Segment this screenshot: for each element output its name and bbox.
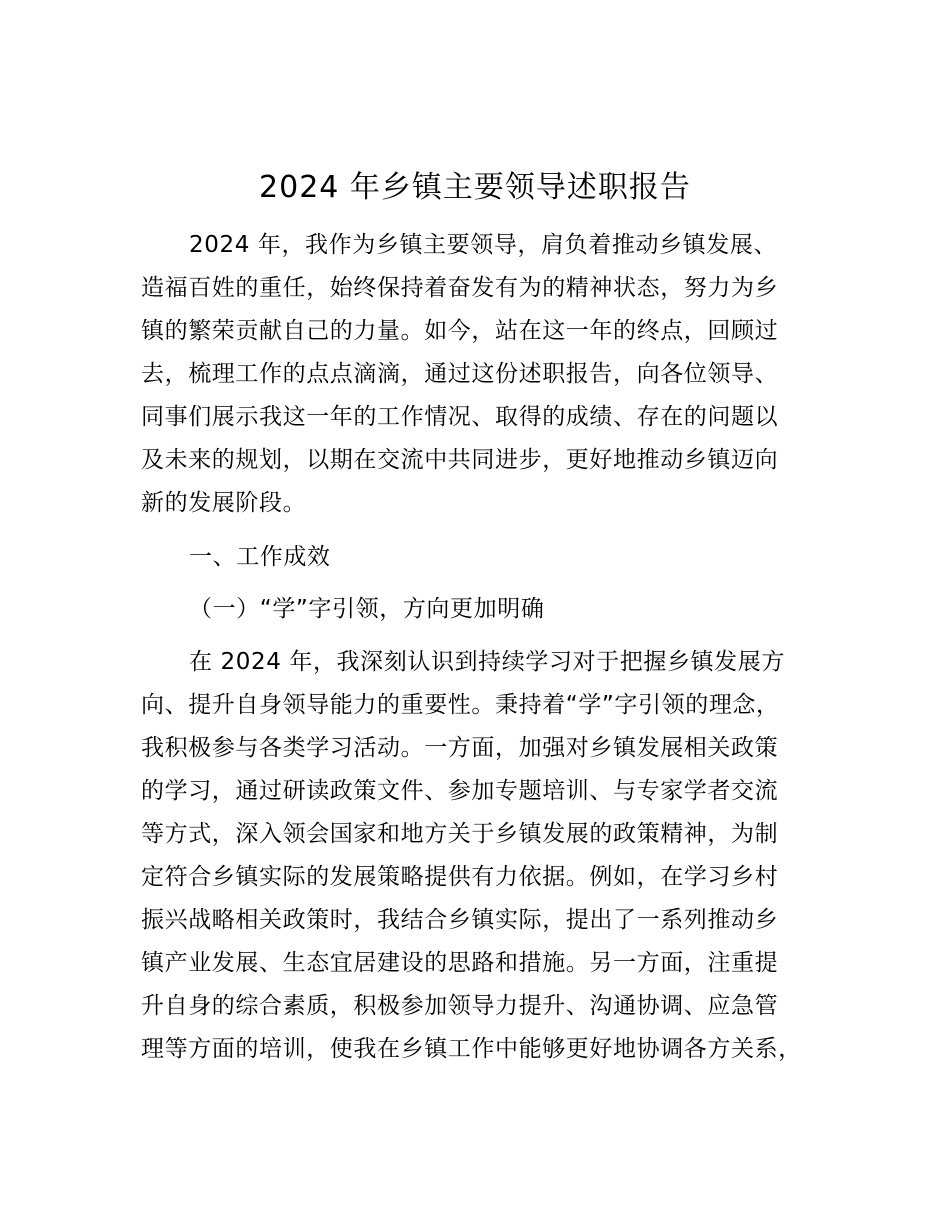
text-line: 振兴战略相关政策时，我结合乡镇实际，提出了一系列推动乡 [141, 907, 779, 933]
text-line: 我积极参与各类学习活动。一方面，加强对乡镇发展相关政策 [141, 735, 779, 761]
text-line: 造福百姓的重任，始终保持着奋发有为的精神状态，努力为乡 [141, 275, 779, 301]
section-heading: 一、工作成效 [189, 544, 331, 570]
text-line: 镇的繁荣贡献自己的力量。如今，站在这一年的终点，回顾过 [141, 318, 779, 344]
document-title: 2024 年乡镇主要领导述职报告 [259, 170, 691, 205]
text-line: 2024 年，我作为乡镇主要领导，肩负着推动乡镇发展、 [189, 232, 778, 258]
text-line: 镇产业发展、生态宜居建设的思路和措施。另一方面，注重提 [141, 950, 779, 976]
subsection-heading: （一）“学”字引领，方向更加明确 [189, 596, 545, 622]
text-line: 同事们展示我这一年的工作情况、取得的成绩、存在的问题以 [141, 404, 779, 430]
text-line: 在 2024 年，我深刻认识到持续学习对于把握乡镇发展方 [189, 649, 785, 675]
text-line: 升自身的综合素质，积极参加领导力提升、沟通协调、应急管 [141, 993, 779, 1019]
text-line: 等方式，深入领会国家和地方关于乡镇发展的政策精神，为制 [141, 821, 779, 847]
text-line: 及未来的规划，以期在交流中共同进步，更好地推动乡镇迈向 [141, 447, 779, 473]
text-line: 定符合乡镇实际的发展策略提供有力依据。例如，在学习乡村 [141, 864, 779, 890]
text-line: 去，梳理工作的点点滴滴，通过这份述职报告，向各位领导、 [141, 361, 779, 387]
text-line: 理等方面的培训，使我在乡镇工作中能够更好地协调各方关系， [141, 1036, 802, 1062]
text-line: 新的发展阶段。 [141, 490, 307, 516]
text-line: 的学习，通过研读政策文件、参加专题培训、与专家学者交流 [141, 778, 779, 804]
text-line: 向、提升自身领导能力的重要性。秉持着“学”字引领的理念， [141, 692, 780, 718]
